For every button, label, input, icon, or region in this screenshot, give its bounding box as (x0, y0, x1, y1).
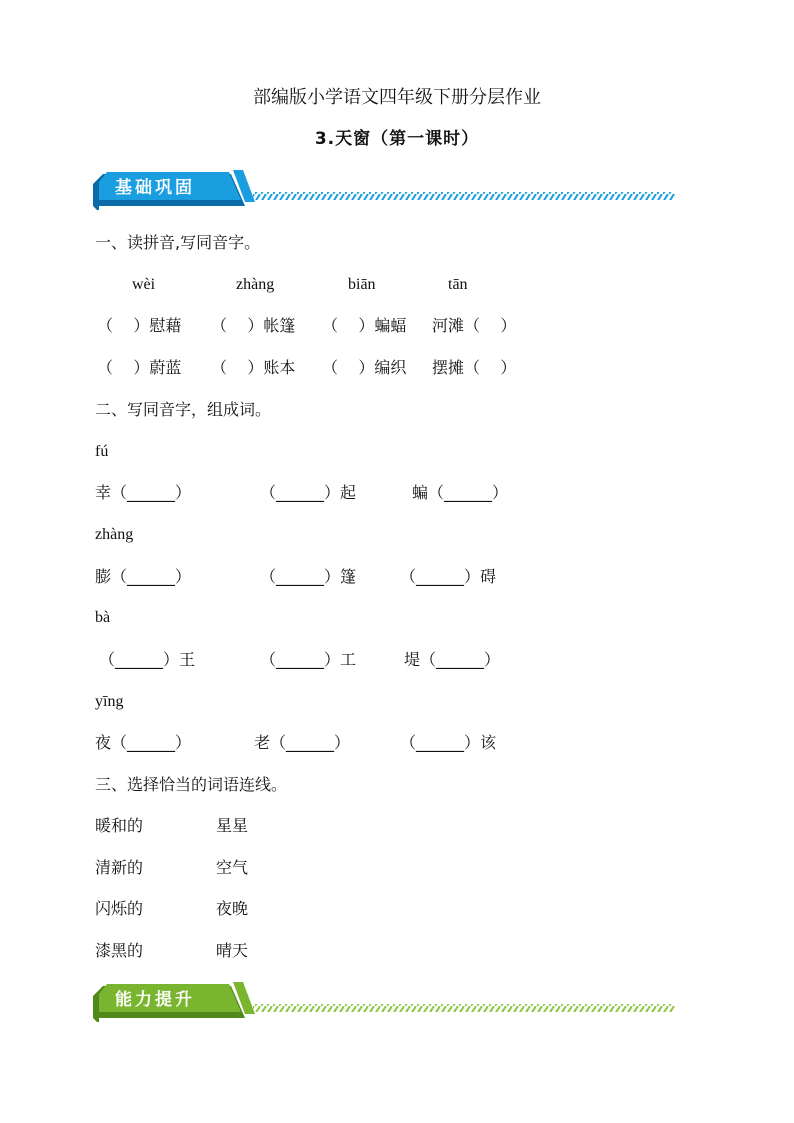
lesson-title: 3.天窗（第一课时） (314, 129, 480, 149)
q2-g1-pinyin: fú (95, 443, 109, 460)
q2-g3-item-3[interactable]: 堤（______） (404, 650, 501, 669)
q3-left-item-4[interactable]: 漆黑的 (95, 941, 144, 960)
q1-pinyin-3: biān (348, 276, 376, 293)
q1-r2-item-2[interactable]: （ ）账本 (211, 358, 296, 377)
q2-g4-pinyin: yīng (95, 693, 124, 710)
q3-heading: 三、选择恰当的词语连线。 (95, 775, 288, 794)
q1-r1-item-1[interactable]: （ ）慰藉 (97, 316, 182, 335)
q3-right-item-4[interactable]: 晴天 (216, 941, 249, 960)
q1-r1-item-2[interactable]: （ ）帐篷 (211, 316, 296, 335)
q2-g4-item-1[interactable]: 夜（______） (95, 733, 192, 752)
banner-label-basic: 基础巩固 (115, 178, 195, 198)
q2-g2-item-2[interactable]: （______）篷 (260, 567, 357, 586)
q2-heading: 二、写同音字，组成词。 (95, 400, 272, 419)
q1-r1-item-4[interactable]: 河滩（ ） (432, 316, 517, 335)
q2-g3-item-1[interactable]: （______）王 (99, 650, 196, 669)
q3-left-item-3[interactable]: 闪烁的 (95, 899, 144, 918)
q2-g2-item-1[interactable]: 膨（______） (95, 567, 192, 586)
q2-g4-item-3[interactable]: （______）该 (400, 733, 497, 752)
q3-right-item-2[interactable]: 空气 (216, 858, 249, 877)
q2-g2-pinyin: zhàng (95, 526, 134, 543)
q2-g3-pinyin: bà (95, 609, 111, 626)
q3-left-item-2[interactable]: 清新的 (95, 858, 144, 877)
q1-pinyin-4: tān (448, 276, 468, 293)
q1-r2-item-4[interactable]: 摆摊（ ） (432, 358, 517, 377)
section-banner-ability (93, 982, 677, 1022)
q2-g1-item-3[interactable]: 蝙（______） (412, 483, 509, 502)
q1-r1-item-3[interactable]: （ ）蝙蝠 (322, 316, 407, 335)
q2-g2-item-3[interactable]: （______）碍 (400, 567, 497, 586)
q1-pinyin-1: wèi (132, 276, 156, 293)
q2-g3-item-2[interactable]: （______）工 (260, 650, 357, 669)
q2-g4-item-2[interactable]: 老（______） (254, 733, 351, 752)
q1-r2-item-3[interactable]: （ ）编织 (322, 358, 407, 377)
q3-right-item-3[interactable]: 夜晚 (216, 899, 249, 918)
q2-g1-item-1[interactable]: 幸（______） (95, 483, 192, 502)
q1-pinyin-2: zhàng (236, 276, 275, 293)
q3-right-item-1[interactable]: 星星 (216, 816, 249, 835)
banner-label-ability: 能力提升 (115, 990, 195, 1010)
q1-heading: 一、读拼音,写同音字。 (95, 233, 261, 252)
section-banner-basic (93, 170, 677, 210)
q1-r2-item-1[interactable]: （ ）蔚蓝 (97, 358, 182, 377)
q3-left-item-1[interactable]: 暖和的 (95, 816, 144, 835)
q2-g1-item-2[interactable]: （______）起 (260, 483, 357, 502)
page-title: 部编版小学语文四年级下册分层作业 (253, 87, 541, 108)
